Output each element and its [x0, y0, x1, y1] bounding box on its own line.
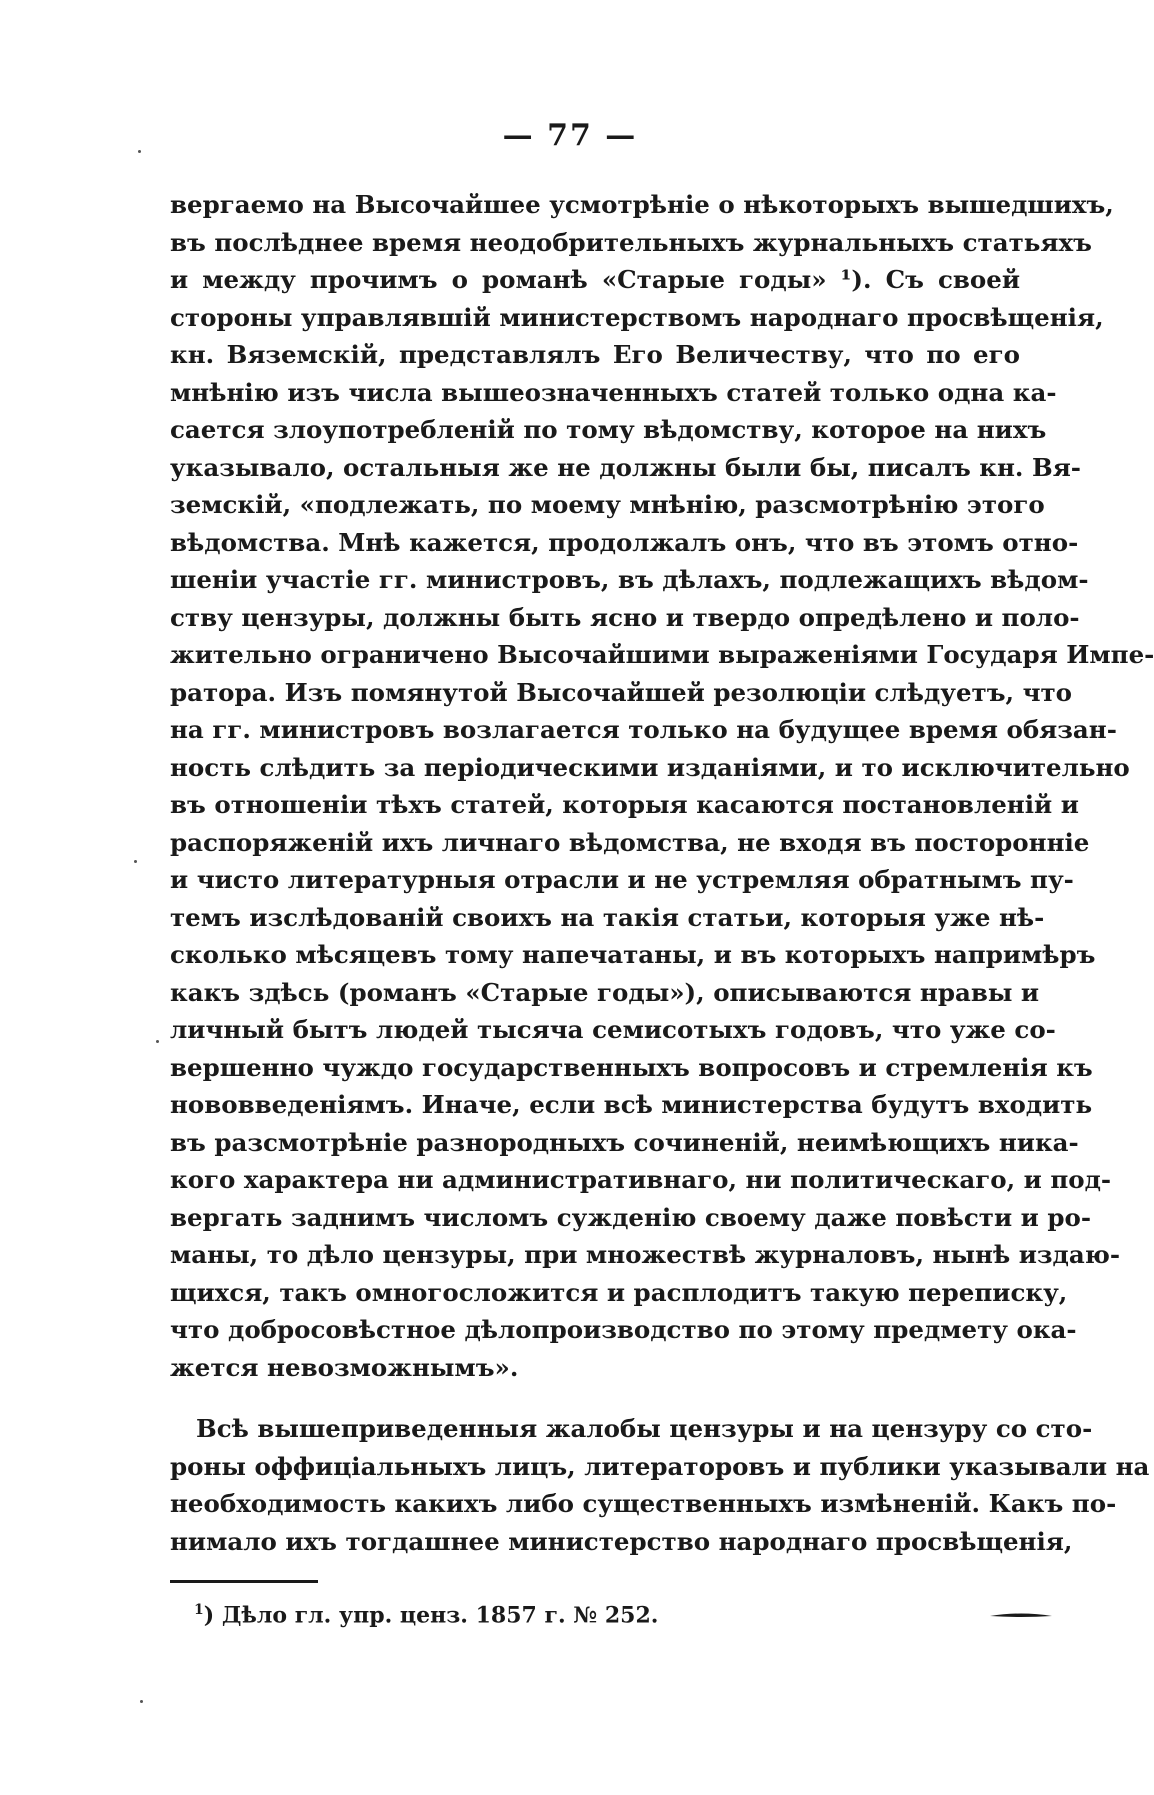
text-line: ратора. Изъ помянутой Высочайшей резолюціи слѣдуетъ, что [170, 677, 1073, 707]
text-line: сается злоупотребленій по тому вѣдомству, которое на нихъ [170, 415, 1047, 444]
paragraph-main [170, 186, 1154, 1386]
text-line: нововведеніямъ. Иначе, если всѣ министерства будутъ входить [170, 1090, 1093, 1119]
text-line: указывало, остальныя же не должны были бы, писалъ кн. Вя- [170, 452, 1081, 482]
text-line: маны, то дѣло цензуры, при множествѣ журналовъ, нынѣ издаю- [170, 1240, 1121, 1269]
paragraph-second [170, 1410, 1150, 1560]
footnote [194, 1602, 658, 1628]
text-line: щихся, такъ омногосложится и расплодитъ такую переписку, [170, 1277, 1068, 1307]
text-line: кого характера ни административнаго, ни политическаго, и под- [170, 1165, 1112, 1194]
scan-speck [138, 150, 141, 153]
footnote-marker: 1 [194, 1602, 204, 1618]
tailpiece-ornament-icon [990, 1612, 1052, 1618]
text-line: сколько мѣсяцевъ тому напечатаны, и въ которыхъ напримѣръ [170, 940, 1096, 969]
text-line: роны оффиціальныхъ лицъ, литераторовъ и публики указывали на [170, 1451, 1150, 1481]
text-line: темъ изслѣдованій своихъ на такія статьи, которыя уже нѣ- [170, 902, 1045, 932]
footnote-separator [170, 1580, 318, 1583]
text-line: ность слѣдить за періодическими изданіями, и то исключительно [170, 752, 1130, 782]
text-line: мнѣнію изъ числа вышеозначенныхъ статей только одна ка- [170, 377, 1057, 407]
text-line: нимало ихъ тогдашнее министерство народнаго просвѣщенія, [170, 1526, 1073, 1556]
text-line: вершенно чуждо государственныхъ вопросовъ и стремленія къ [170, 1052, 1093, 1082]
text-line: кн. Вяземскій, представлялъ Его Величеству, что по его [170, 340, 1020, 369]
text-line: распоряженій ихъ личнаго вѣдомства, не входя въ посторонніе [170, 827, 1090, 857]
text-line: и между прочимъ о романѣ «Старые годы» ¹). Съ своей [170, 265, 1020, 294]
scan-speck [140, 1700, 143, 1703]
text-line: земскій, «подлежать, по моему мнѣнію, разсмотрѣнію этого [170, 490, 1045, 519]
text-line: личный бытъ людей тысяча семисотыхъ годовъ, что уже со- [170, 1015, 1056, 1044]
page-number: — 77 — [502, 118, 638, 153]
text-line: на гг. министровъ возлагается только на будущее время обязан- [170, 715, 1117, 744]
text-line: жется невозможнымъ». [170, 1352, 519, 1382]
text-line: какъ здѣсь (романъ «Старые годы»), описываются нравы и [170, 977, 1040, 1007]
scan-speck [134, 860, 137, 863]
text-line: шеніи участіе гг. министровъ, въ дѣлахъ, подлежащихъ вѣдом- [170, 565, 1089, 594]
text-line: и чисто литературныя отрасли и не устремляя обратнымъ пу- [170, 865, 1074, 894]
text-line: необходимость какихъ либо существенныхъ измѣненій. Какъ по- [170, 1489, 1117, 1518]
text-line: стороны управлявшій министерствомъ народнаго просвѣщенія, [170, 302, 1104, 332]
scan-speck [156, 1040, 159, 1043]
text-line: что добросовѣстное дѣлопроизводство по этому предмету ока- [170, 1315, 1077, 1344]
text-line: вергать заднимъ числомъ сужденію своему даже повѣсти и ро- [170, 1202, 1091, 1232]
text-line: въ разсмотрѣніе разнородныхъ сочиненій, неимѣющихъ ника- [170, 1127, 1079, 1157]
text-line: Всѣ вышеприведенныя жалобы цензуры и на цензуру со сто- [196, 1414, 1093, 1443]
text-line: въ отношеніи тѣхъ статей, которыя касаются постановленій и [170, 790, 1079, 819]
text-line: ству цензуры, должны быть ясно и твердо опредѣлено и поло- [170, 602, 1080, 632]
text-line: вергаемо на Высочайшее усмотрѣніе о нѣкоторыхъ вышедшихъ, [170, 190, 1114, 219]
footnote-text: ) Дѣло гл. упр. ценз. 1857 г. № 252. [203, 1602, 659, 1629]
text-line: въ послѣднее время неодобрительныхъ журнальныхъ статьяхъ [170, 227, 1092, 257]
text-line: вѣдомства. Мнѣ кажется, продолжалъ онъ, что въ этомъ отно- [170, 527, 1079, 557]
text-line: жительно ограничено Высочайшими выраженіями Государя Импе- [170, 640, 1154, 669]
